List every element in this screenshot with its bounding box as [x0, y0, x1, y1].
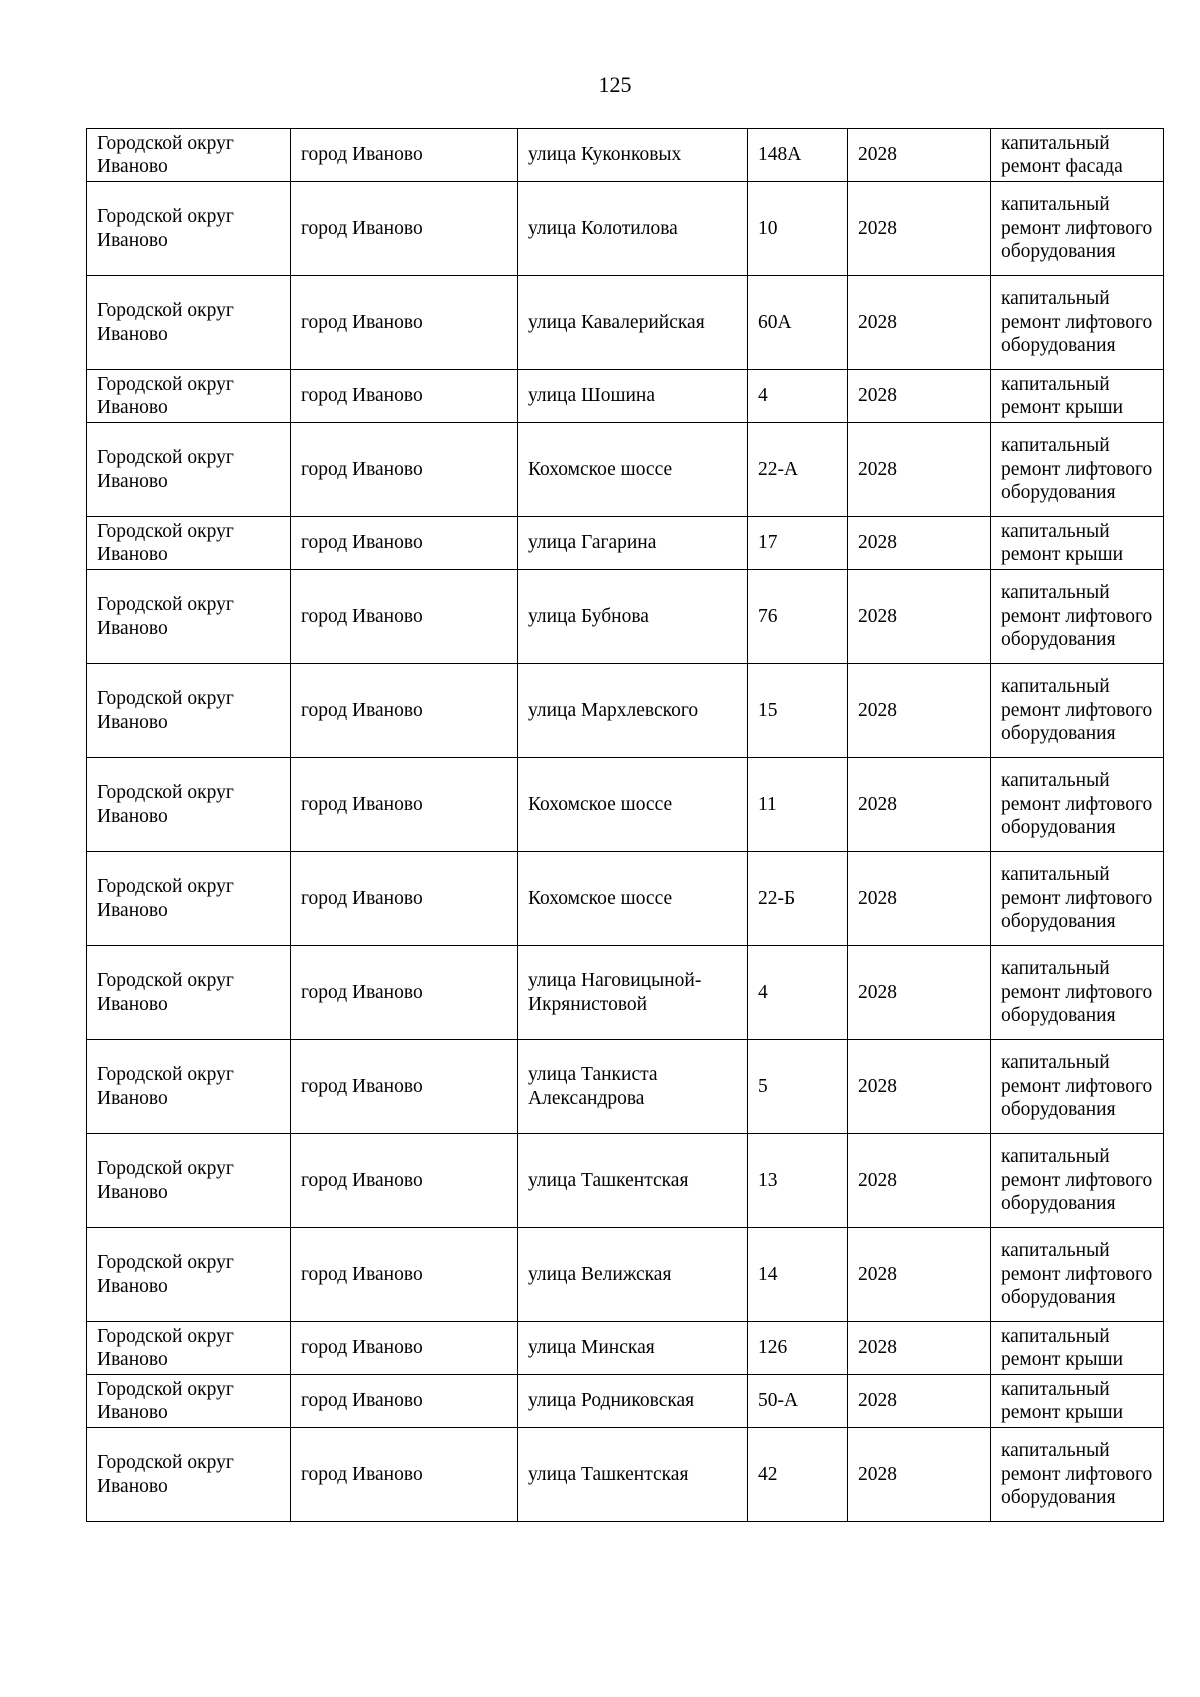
municipal-district-text: Городской округ Иваново — [97, 373, 234, 418]
settlement-cell — [291, 758, 518, 852]
house-number-text: 50-А — [758, 1390, 799, 1412]
year-cell — [848, 852, 991, 946]
municipal-district-text: Городской округ Иваново — [97, 1064, 234, 1109]
year-cell — [848, 1040, 991, 1134]
settlement-text: город Иваново — [301, 1463, 423, 1485]
street-cell — [518, 517, 748, 570]
street-text: улица Ташкентская — [528, 1169, 689, 1191]
street-cell — [518, 852, 748, 946]
house-number-text: 4 — [758, 385, 768, 407]
municipal-district-cell — [87, 182, 291, 276]
street-cell — [518, 182, 748, 276]
work-type-text: капитальный ремонт фасада — [1001, 132, 1123, 177]
table-row — [87, 276, 1164, 370]
table-row — [87, 1322, 1164, 1375]
street-text: улица Бубнова — [528, 605, 649, 627]
house-number-text: 126 — [758, 1337, 788, 1359]
municipal-district-cell — [87, 1322, 291, 1375]
municipal-district-cell — [87, 758, 291, 852]
settlement-cell — [291, 1040, 518, 1134]
settlement-text: город Иваново — [301, 699, 423, 721]
house-number-cell — [748, 1040, 848, 1134]
settlement-text: город Иваново — [301, 1263, 423, 1285]
work-type-text: капитальный ремонт лифтового оборудования — [1001, 288, 1153, 357]
table-row — [87, 1428, 1164, 1522]
street-cell — [518, 664, 748, 758]
year-cell — [848, 1322, 991, 1375]
work-type-cell — [991, 517, 1164, 570]
house-number-text: 60А — [758, 311, 792, 333]
house-number-text: 22-Б — [758, 887, 796, 909]
municipal-district-cell — [87, 1134, 291, 1228]
year-text: 2028 — [858, 217, 897, 239]
work-type-cell — [991, 758, 1164, 852]
street-cell — [518, 370, 748, 423]
year-cell — [848, 1428, 991, 1522]
work-type-text: капитальный ремонт крыши — [1001, 1378, 1124, 1423]
work-type-cell — [991, 129, 1164, 182]
street-cell — [518, 570, 748, 664]
table-body — [87, 129, 1164, 1522]
work-type-cell — [991, 1428, 1164, 1522]
house-number-text: 17 — [758, 532, 778, 554]
street-cell — [518, 129, 748, 182]
work-type-cell — [991, 1322, 1164, 1375]
street-text: улица Танкиста Александрова — [528, 1064, 658, 1109]
table-row — [87, 370, 1164, 423]
house-number-cell — [748, 517, 848, 570]
work-type-text: капитальный ремонт крыши — [1001, 373, 1124, 418]
street-text: улица Кавалерийская — [528, 311, 705, 333]
table-row — [87, 1228, 1164, 1322]
work-type-text: капитальный ремонт лифтового оборудования — [1001, 1146, 1153, 1215]
street-text: улица Гагарина — [528, 532, 657, 554]
settlement-cell — [291, 517, 518, 570]
house-number-text: 11 — [758, 793, 777, 815]
municipal-district-cell — [87, 517, 291, 570]
municipal-district-text: Городской округ Иваново — [97, 300, 234, 345]
table-row — [87, 664, 1164, 758]
settlement-cell — [291, 182, 518, 276]
settlement-cell — [291, 423, 518, 517]
municipal-district-cell — [87, 129, 291, 182]
street-text: улица Ташкентская — [528, 1463, 689, 1485]
settlement-cell — [291, 370, 518, 423]
work-type-text: капитальный ремонт лифтового оборудования — [1001, 770, 1153, 839]
year-cell — [848, 570, 991, 664]
year-cell — [848, 370, 991, 423]
settlement-cell — [291, 1375, 518, 1428]
house-number-cell — [748, 1322, 848, 1375]
work-type-text: капитальный ремонт лифтового оборудования — [1001, 194, 1153, 263]
house-number-cell — [748, 758, 848, 852]
house-number-cell — [748, 1428, 848, 1522]
settlement-cell — [291, 946, 518, 1040]
settlement-text: город Иваново — [301, 458, 423, 480]
year-text: 2028 — [858, 793, 897, 815]
work-type-cell — [991, 570, 1164, 664]
settlement-cell — [291, 1428, 518, 1522]
house-number-cell — [748, 423, 848, 517]
settlement-cell — [291, 129, 518, 182]
street-cell — [518, 276, 748, 370]
year-cell — [848, 758, 991, 852]
year-text: 2028 — [858, 385, 897, 407]
municipal-district-cell — [87, 664, 291, 758]
street-text: улица Наговицыной-Икрянистовой — [528, 970, 702, 1015]
settlement-cell — [291, 664, 518, 758]
settlement-text: город Иваново — [301, 217, 423, 239]
year-text: 2028 — [858, 144, 897, 166]
work-type-text: капитальный ремонт крыши — [1001, 520, 1124, 565]
house-number-text: 13 — [758, 1169, 778, 1191]
street-text: улица Минская — [528, 1337, 655, 1359]
settlement-text: город Иваново — [301, 1075, 423, 1097]
settlement-text: город Иваново — [301, 981, 423, 1003]
house-number-text: 10 — [758, 217, 778, 239]
house-number-text: 76 — [758, 605, 778, 627]
house-number-cell — [748, 1134, 848, 1228]
settlement-text: город Иваново — [301, 385, 423, 407]
street-text: улица Мархлевского — [528, 699, 699, 721]
work-type-text: капитальный ремонт лифтового оборудования — [1001, 1240, 1153, 1309]
municipal-district-text: Городской округ Иваново — [97, 206, 234, 251]
street-cell — [518, 423, 748, 517]
year-text: 2028 — [858, 605, 897, 627]
house-number-cell — [748, 370, 848, 423]
street-text: Кохомское шоссе — [528, 458, 673, 480]
table-row — [87, 852, 1164, 946]
year-cell — [848, 1228, 991, 1322]
table-row — [87, 946, 1164, 1040]
municipal-district-text: Городской округ Иваново — [97, 132, 234, 177]
house-number-cell — [748, 570, 848, 664]
street-text: улица Велижская — [528, 1263, 672, 1285]
settlement-text: город Иваново — [301, 532, 423, 554]
house-number-cell — [748, 182, 848, 276]
street-cell — [518, 1134, 748, 1228]
street-text: улица Родниковская — [528, 1390, 695, 1412]
settlement-cell — [291, 1322, 518, 1375]
street-text: Кохомское шоссе — [528, 887, 673, 909]
year-cell — [848, 517, 991, 570]
settlement-cell — [291, 570, 518, 664]
year-cell — [848, 1375, 991, 1428]
house-number-cell — [748, 852, 848, 946]
year-text: 2028 — [858, 699, 897, 721]
work-type-text: капитальный ремонт лифтового оборудования — [1001, 958, 1153, 1027]
work-type-text: капитальный ремонт лифтового оборудования — [1001, 435, 1153, 504]
work-type-cell — [991, 946, 1164, 1040]
house-number-text: 15 — [758, 699, 778, 721]
year-cell — [848, 276, 991, 370]
repair-schedule-table — [86, 128, 1164, 1522]
house-number-text: 42 — [758, 1463, 778, 1485]
work-type-cell — [991, 1040, 1164, 1134]
table-row — [87, 758, 1164, 852]
work-type-text: капитальный ремонт лифтового оборудования — [1001, 1440, 1153, 1509]
street-cell — [518, 758, 748, 852]
year-text: 2028 — [858, 311, 897, 333]
municipal-district-text: Городской округ Иваново — [97, 1158, 234, 1203]
house-number-text: 5 — [758, 1075, 768, 1097]
work-type-cell — [991, 852, 1164, 946]
municipal-district-text: Городской округ Иваново — [97, 876, 234, 921]
settlement-text: город Иваново — [301, 1390, 423, 1412]
municipal-district-cell — [87, 852, 291, 946]
work-type-text: капитальный ремонт лифтового оборудования — [1001, 1052, 1153, 1121]
year-text: 2028 — [858, 1337, 897, 1359]
street-text: улица Колотилова — [528, 217, 678, 239]
municipal-district-text: Городской округ Иваново — [97, 594, 234, 639]
house-number-text: 22-А — [758, 458, 799, 480]
street-cell — [518, 1428, 748, 1522]
street-text: Кохомское шоссе — [528, 793, 673, 815]
municipal-district-cell — [87, 370, 291, 423]
settlement-cell — [291, 1134, 518, 1228]
house-number-cell — [748, 1228, 848, 1322]
work-type-cell — [991, 1375, 1164, 1428]
year-text: 2028 — [858, 458, 897, 480]
year-cell — [848, 129, 991, 182]
work-type-cell — [991, 182, 1164, 276]
house-number-text: 14 — [758, 1263, 778, 1285]
work-type-cell — [991, 370, 1164, 423]
municipal-district-cell — [87, 423, 291, 517]
year-cell — [848, 423, 991, 517]
work-type-cell — [991, 1134, 1164, 1228]
work-type-text: капитальный ремонт лифтового оборудования — [1001, 582, 1153, 651]
table-row — [87, 182, 1164, 276]
year-cell — [848, 1134, 991, 1228]
table-row — [87, 1040, 1164, 1134]
settlement-text: город Иваново — [301, 793, 423, 815]
settlement-text: город Иваново — [301, 144, 423, 166]
table-row — [87, 1134, 1164, 1228]
street-text: улица Шошина — [528, 385, 655, 407]
work-type-text: капитальный ремонт лифтового оборудования — [1001, 864, 1153, 933]
house-number-cell — [748, 1375, 848, 1428]
municipal-district-text: Городской округ Иваново — [97, 1452, 234, 1497]
work-type-text: капитальный ремонт крыши — [1001, 1325, 1124, 1370]
table-row — [87, 129, 1164, 182]
settlement-text: город Иваново — [301, 887, 423, 909]
street-cell — [518, 1228, 748, 1322]
house-number-cell — [748, 664, 848, 758]
house-number-cell — [748, 276, 848, 370]
year-text: 2028 — [858, 1463, 897, 1485]
settlement-text: город Иваново — [301, 1337, 423, 1359]
year-text: 2028 — [858, 1390, 897, 1412]
work-type-cell — [991, 276, 1164, 370]
year-text: 2028 — [858, 887, 897, 909]
table-row — [87, 423, 1164, 517]
municipal-district-cell — [87, 1040, 291, 1134]
settlement-cell — [291, 276, 518, 370]
street-cell — [518, 946, 748, 1040]
settlement-cell — [291, 852, 518, 946]
settlement-text: город Иваново — [301, 605, 423, 627]
municipal-district-text: Городской округ Иваново — [97, 1252, 234, 1297]
settlement-cell — [291, 1228, 518, 1322]
settlement-text: город Иваново — [301, 1169, 423, 1191]
year-text: 2028 — [858, 1263, 897, 1285]
year-cell — [848, 664, 991, 758]
municipal-district-text: Городской округ Иваново — [97, 520, 234, 565]
year-text: 2028 — [858, 981, 897, 1003]
table-row — [87, 570, 1164, 664]
house-number-text: 4 — [758, 981, 768, 1003]
municipal-district-cell — [87, 946, 291, 1040]
municipal-district-text: Городской округ Иваново — [97, 688, 234, 733]
street-cell — [518, 1040, 748, 1134]
year-text: 2028 — [858, 1075, 897, 1097]
street-text: улица Куконковых — [528, 144, 682, 166]
street-cell — [518, 1375, 748, 1428]
municipal-district-text: Городской округ Иваново — [97, 782, 234, 827]
year-text: 2028 — [858, 532, 897, 554]
year-cell — [848, 182, 991, 276]
house-number-text: 148А — [758, 144, 802, 166]
municipal-district-cell — [87, 276, 291, 370]
municipal-district-text: Городской округ Иваново — [97, 447, 234, 492]
table-row — [87, 1375, 1164, 1428]
municipal-district-cell — [87, 1428, 291, 1522]
house-number-cell — [748, 129, 848, 182]
municipal-district-cell — [87, 1375, 291, 1428]
municipal-district-text: Городской округ Иваново — [97, 970, 234, 1015]
municipal-district-cell — [87, 1228, 291, 1322]
year-text: 2028 — [858, 1169, 897, 1191]
work-type-cell — [991, 664, 1164, 758]
page-number: 125 — [598, 72, 632, 97]
settlement-text: город Иваново — [301, 311, 423, 333]
year-cell — [848, 946, 991, 1040]
work-type-cell — [991, 1228, 1164, 1322]
municipal-district-text: Городской округ Иваново — [97, 1325, 234, 1370]
municipal-district-text: Городской округ Иваново — [97, 1378, 234, 1423]
work-type-cell — [991, 423, 1164, 517]
house-number-cell — [748, 946, 848, 1040]
work-type-text: капитальный ремонт лифтового оборудования — [1001, 676, 1153, 745]
municipal-district-cell — [87, 570, 291, 664]
table-row — [87, 517, 1164, 570]
street-cell — [518, 1322, 748, 1375]
